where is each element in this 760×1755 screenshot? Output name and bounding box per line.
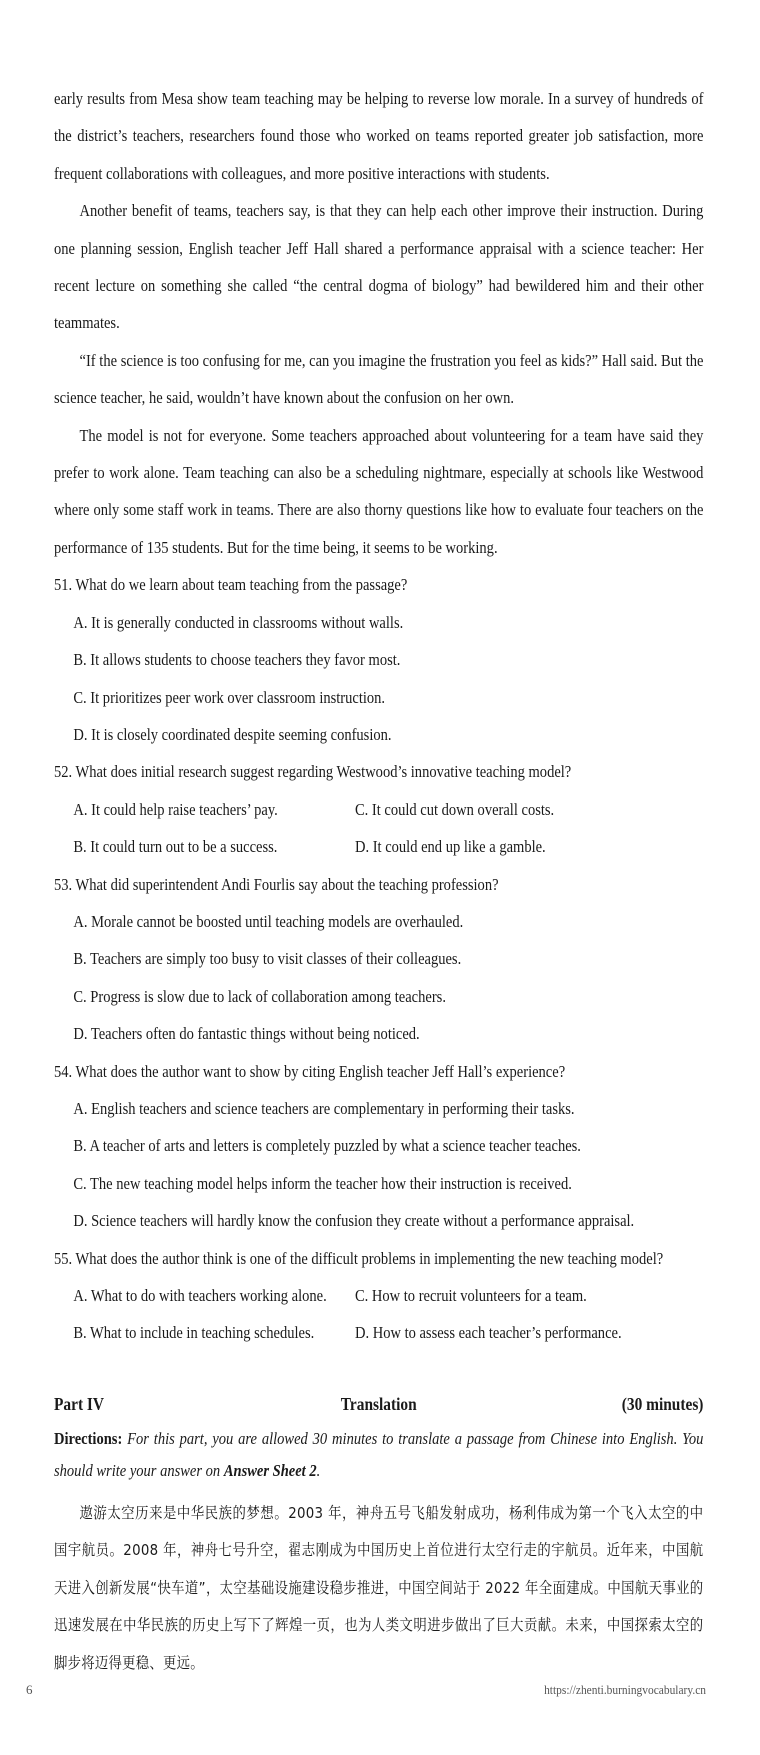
part-title: Translation <box>340 1393 417 1414</box>
option-b: B. What to include in teaching schedules. <box>73 1323 315 1343</box>
option-b: B. A teacher of arts and letters is completely puzzled by what a science teacher teaches. <box>73 1136 581 1156</box>
option-row <box>54 791 703 828</box>
footer-url[interactable]: https://zhenti.burningvocabulary.cn <box>544 1682 706 1697</box>
option-d: D. It is closely coordinated despite seeming confusion. <box>73 724 392 744</box>
passage-paragraph: “If the science is too confusing for me, can you imagine the frustration you feel as kids?” Hall said. But the science teacher, he said, wouldn’t have known about the confusion on her own. <box>54 350 704 408</box>
option-row <box>54 828 703 865</box>
option-c: C. The new teaching model helps inform the teacher how their instruction is received. <box>73 1173 572 1193</box>
option-c: C. How to recruit volunteers for a team. <box>354 1286 587 1305</box>
question-55 <box>54 1240 703 1352</box>
question-stem: 51. What do we learn about team teaching from the passage? <box>54 575 408 595</box>
passage-paragraph: Another benefit of teams, teachers say, is that they can help each other improve their instruction. During one planning session, English teacher Jeff Hall shared a performance appraisal with a science teacher: Her recent lecture on something she called “the central dogma of biology” had bewildered him and their other teammates. <box>54 201 704 333</box>
option-row <box>54 1277 703 1314</box>
directions-end: . <box>316 1460 321 1480</box>
directions-text: For this part, you are allowed 30 minutes to translate a passage from Chinese into English. You should write your answer on <box>54 1428 704 1480</box>
option-a: A. It is generally conducted in classrooms without walls. <box>73 612 404 632</box>
answer-sheet-ref: Answer Sheet 2 <box>223 1460 317 1480</box>
directions <box>54 1423 703 1487</box>
question-stem: 53. What did superintendent Andi Fourlis say about the teaching profession? <box>54 874 499 894</box>
question-53 <box>54 866 703 1053</box>
question-stem: 55. What does the author think is one of the difficult problems in implementing the new teaching model? <box>54 1248 664 1268</box>
option-row <box>54 1314 703 1351</box>
page-number: 6 <box>26 1682 33 1697</box>
option-d: D. It could end up like a gamble. <box>354 837 546 857</box>
option-c: C. Progress is slow due to lack of collaboration among teachers. <box>73 986 446 1006</box>
document-page <box>54 80 703 1682</box>
question-51 <box>54 566 703 753</box>
option-a: A. English teachers and science teachers are complementary in performing their tasks. <box>73 1098 575 1118</box>
option-a: A. Morale cannot be boosted until teaching models are overhauled. <box>73 911 464 931</box>
option-d: D. Teachers often do fantastic things without being noticed. <box>73 1024 420 1044</box>
passage-paragraph: early results from Mesa show team teaching may be helping to reverse low morale. In a survey of hundreds of the district’s teachers, researchers found those who worked on teams reported greater job satisfaction, more frequent collaborations with colleagues, and more positive interactions with students. <box>54 89 704 183</box>
option-a: A. It could help raise teachers’ pay. <box>73 799 278 819</box>
option-d: D. How to assess each teacher’s performance. <box>354 1323 622 1343</box>
question-54 <box>54 1053 703 1240</box>
option-c: C. It could cut down overall costs. <box>354 799 555 819</box>
passage-paragraph: The model is not for everyone. Some teachers approached about volunteering for a team have said they prefer to work alone. Team teaching can also be a scheduling nightmare, especially at schools like Westwood where only some staff work in teams. There are also thorny questions like how to evaluate four teachers on the performance of 135 students. But for the time being, it seems to be working. <box>54 425 704 557</box>
question-stem: 54. What does the author want to show by citing English teacher Jeff Hall’s experience? <box>54 1061 566 1081</box>
option-b: B. It could turn out to be a success. <box>73 837 278 857</box>
option-a: A. What to do with teachers working alone. <box>73 1286 327 1305</box>
option-b: B. Teachers are simply too busy to visit classes of their colleagues. <box>73 949 462 969</box>
part-time: (30 minutes) <box>621 1393 704 1414</box>
part-label: Part IV <box>54 1393 105 1414</box>
option-c: C. It prioritizes peer work over classroom instruction. <box>73 687 386 707</box>
question-stem: 52. What does initial research suggest regarding Westwood’s innovative teaching model? <box>54 762 572 782</box>
option-b: B. It allows students to choose teachers they favor most. <box>73 650 401 670</box>
part-header <box>54 1386 703 1423</box>
question-52 <box>54 753 703 865</box>
directions-label: Directions: <box>54 1428 123 1448</box>
chinese-passage: 遨游太空历来是中华民族的梦想。2003 年，神舟五号飞船发射成功，杨利伟成为第一个飞入太空的中国宇航员。2008 年，神舟七号升空，翟志刚成为中国历史上首位进行太空行走的宇航员。近年来，中国航天进入创新发展“快车道”，太空基础设施建设稳步推进，中国空间站于 2022 年全面建成。中国航天事业的迅速发展在中华民族的历史上写下了辉煌一页，也为人类文明进步做出了巨大贡献。未来，中国探索太空的脚步将迈得更稳、更远。 <box>54 1503 704 1672</box>
option-d: D. Science teachers will hardly know the confusion they create without a performance appraisal. <box>73 1211 635 1231</box>
